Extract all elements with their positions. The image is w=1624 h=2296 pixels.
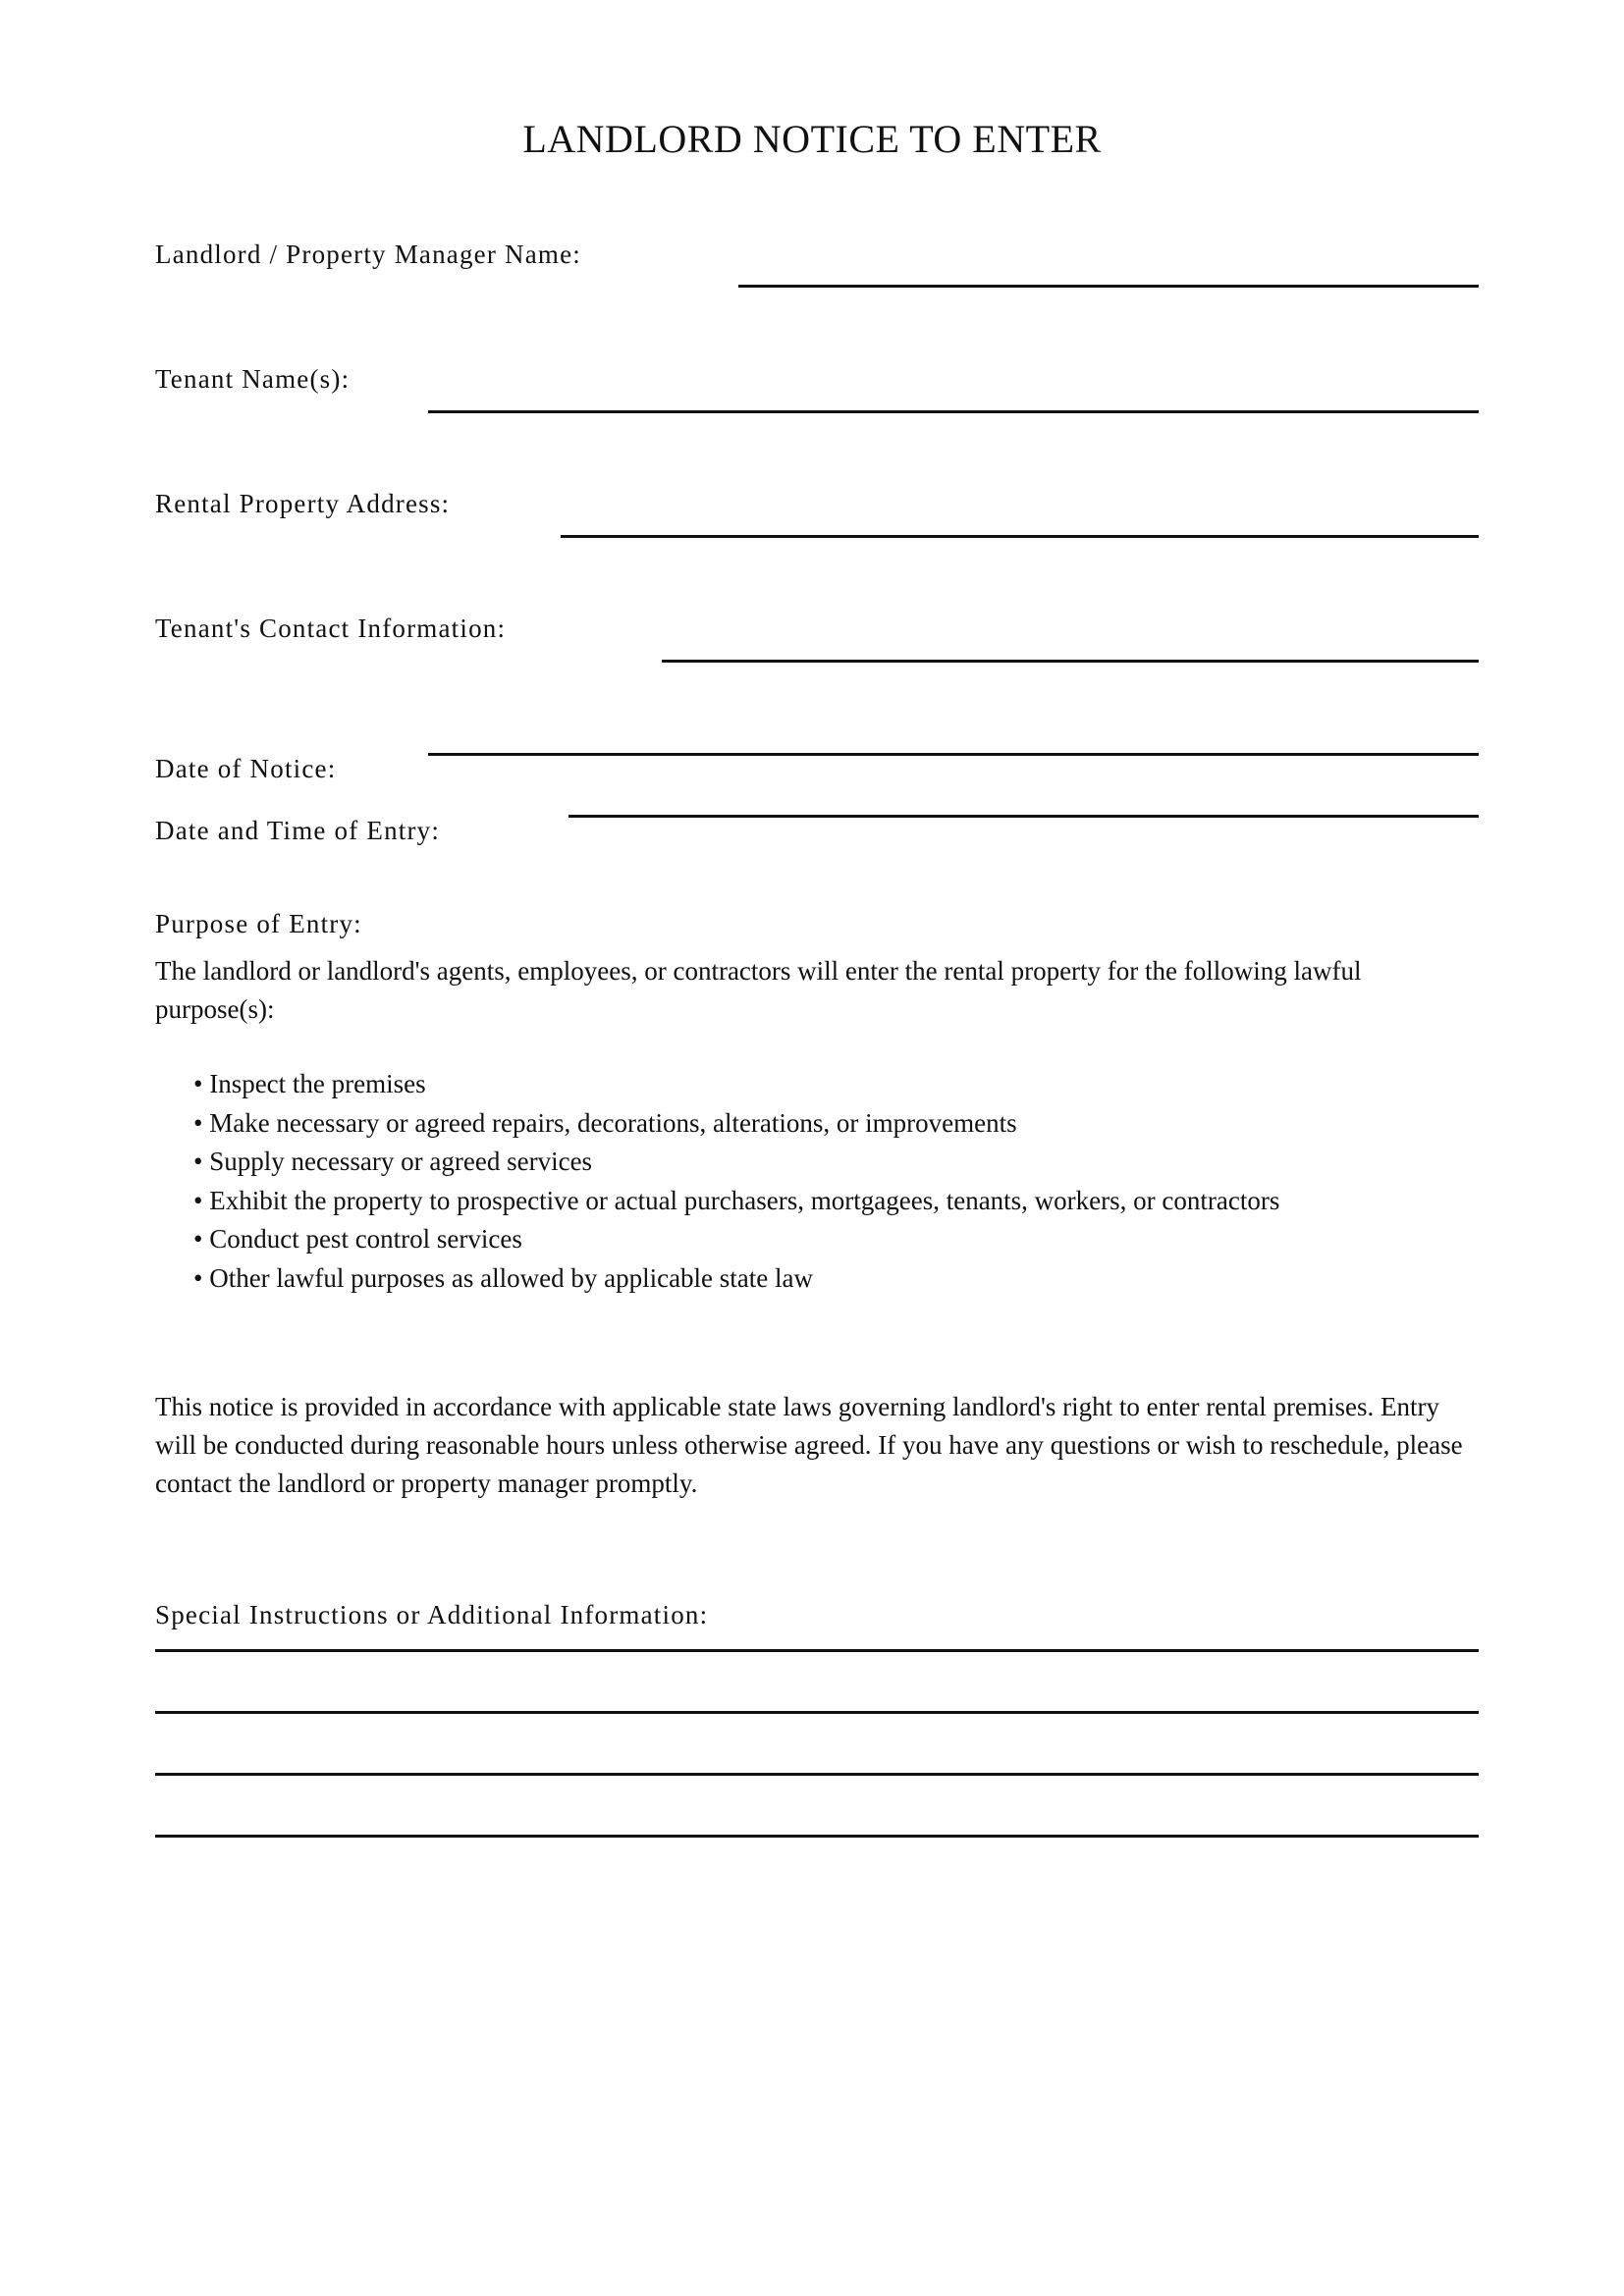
purpose-heading: Purpose of Entry: <box>155 909 362 938</box>
document-title: LANDLORD NOTICE TO ENTER <box>522 117 1102 161</box>
tenant-names-label: Tenant Name(s): <box>155 364 351 394</box>
tenant-names-line[interactable] <box>428 410 1479 413</box>
purpose-list <box>193 1065 1279 1299</box>
date-of-notice-label: Date of Notice: <box>155 754 337 783</box>
list-item: • Conduct pest control services <box>193 1224 522 1255</box>
special-instructions-label: Special Instructions or Additional Information: <box>155 1600 709 1629</box>
list-item: • Exhibit the property to prospective or actual purchasers, mortgagees, tenants, workers, or contractors <box>193 1185 1280 1215</box>
special-instructions-line-2[interactable] <box>155 1711 1479 1714</box>
date-time-entry-label: Date and Time of Entry: <box>155 816 441 845</box>
date-time-entry-line[interactable] <box>568 815 1479 818</box>
list-item: • Other lawful purposes as allowed by applicable state law <box>193 1262 814 1293</box>
landlord-name-label: Landlord / Property Manager Name: <box>155 240 581 269</box>
special-instructions-line-4[interactable] <box>155 1835 1479 1838</box>
property-address-line[interactable] <box>561 535 1479 538</box>
tenant-contact-label: Tenant's Contact Information: <box>155 614 507 643</box>
list-item: • Make necessary or agreed repairs, decorations, alterations, or improvements <box>193 1107 1017 1138</box>
list-item: • Supply necessary or agreed services <box>193 1147 593 1177</box>
property-address-label: Rental Property Address: <box>155 489 451 518</box>
list-item: • Inspect the premises <box>193 1069 426 1098</box>
tenant-contact-line[interactable] <box>662 660 1479 663</box>
special-instructions-line-1[interactable] <box>155 1649 1479 1652</box>
notice-paragraph: This notice is provided in accordance with applicable state laws governing landlord's right to enter rental premises. Entry will be conducted during reasonable hours unless otherwise agreed. If you have any questions or wish to reschedule, please contact the landlord or property manager promptly. <box>155 1392 1463 1498</box>
purpose-intro: The landlord or landlord's agents, employees, or contractors will enter the rental property for the following lawful purpose(s): <box>155 956 1362 1024</box>
landlord-name-line[interactable] <box>738 285 1479 288</box>
date-of-notice-line[interactable] <box>428 753 1479 756</box>
special-instructions-line-3[interactable] <box>155 1773 1479 1776</box>
